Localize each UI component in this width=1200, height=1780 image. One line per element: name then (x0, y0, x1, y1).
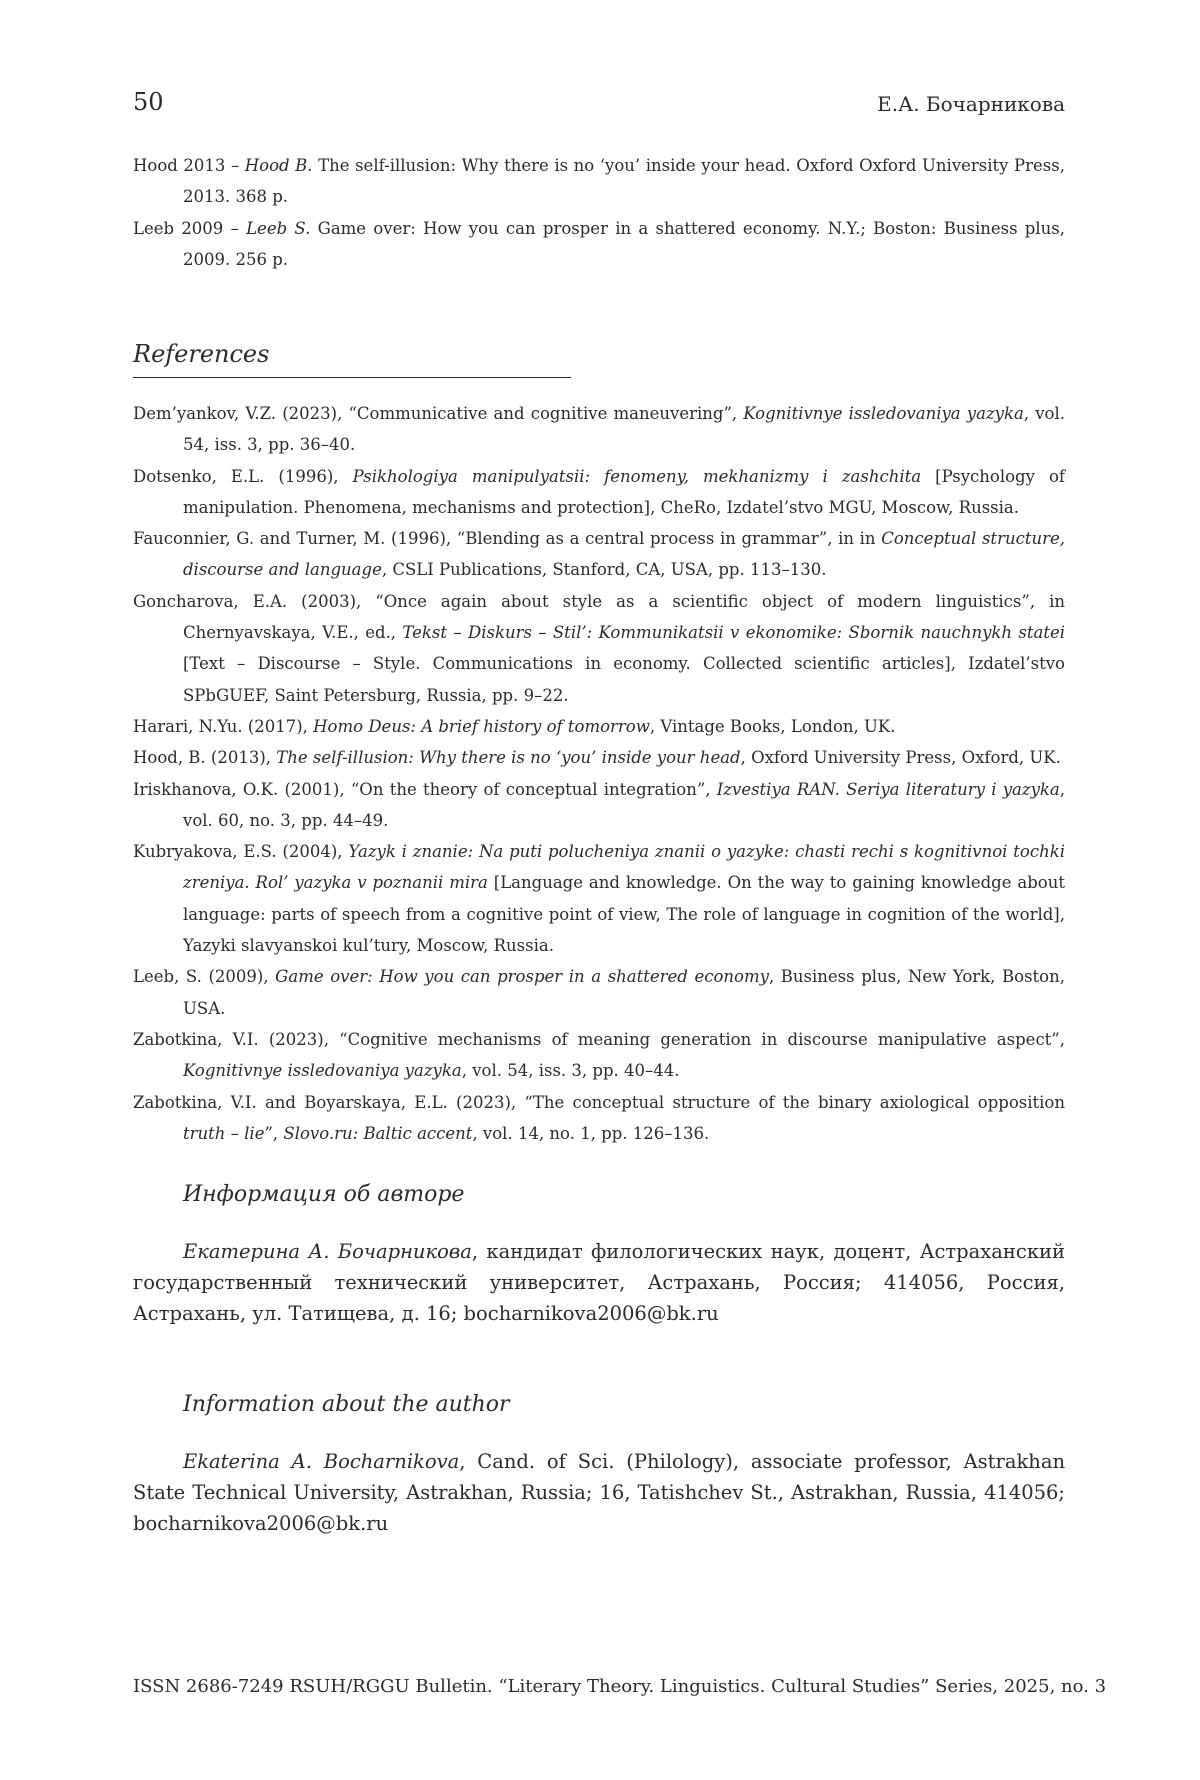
author-info-ru (133, 1236, 1065, 1329)
reference-entry: Hood, B. (2013), The self-illusion: Why there is no ‘you’ inside your head, Oxford University Press, Oxford, UK. (133, 748, 1061, 768)
reference-entry: Hood 2013 – Hood B. The self-illusion: Why there is no ‘you’ inside your head. Oxford Oxford University Press, 2013. 368 p. (133, 156, 1065, 207)
page-header (133, 88, 1065, 120)
reference-entry: Fauconnier, G. and Turner, M. (1996), “Blending as a central process in grammar”, in in Conceptual structure, discourse and language, CSLI Publications, Stanford, CA, USA, pp. 113–130. (133, 529, 1065, 580)
references-heading: References (133, 338, 571, 378)
reference-entry: Dem’yankov, V.Z. (2023), “Communicative and cognitive maneuvering”, Kognitivnye issledovaniya yazyka, vol. 54, iss. 3, pp. 36–40. (133, 404, 1065, 455)
author-details-ru: , кандидат филологических наук, доцент, Астраханский государственный технический университет, Астрахань, Россия; 414056, Россия, Астрахань, ул. Татищева, д. 16; bocharnikova2006@bk.ru (133, 1240, 1066, 1325)
reference-entry: Leeb, S. (2009), Game over: How you can prosper in a shattered economy, Business plus, New York, Boston, USA. (133, 967, 1065, 1018)
page-number: 50 (133, 88, 164, 116)
author-info-heading-en: Information about the author (183, 1392, 510, 1417)
reference-entry: Iriskhanova, O.K. (2001), “On the theory of conceptual integration”, Izvestiya RAN. Seriya literatury i yazyka, vol. 60, no. 3, pp. 44–49. (133, 779, 1065, 830)
references-list (133, 398, 1065, 1149)
reference-entry: Leeb 2009 – Leeb S. Game over: How you can prosper in a shattered economy. N.Y.; Boston: Business plus, 2009. 256 p. (133, 218, 1065, 269)
running-head-author: Е.А. Бочарникова (877, 92, 1065, 116)
author-info-en (133, 1446, 1065, 1539)
page-footer: ISSN 2686-7249 RSUH/RGGU Bulletin. “Literary Theory. Linguistics. Cultural Studies” Series, 2025, no. 3 (133, 1676, 1107, 1697)
author-info-heading-ru: Информация об авторе (183, 1182, 465, 1207)
page (133, 0, 1107, 1780)
author-name-en: Ekaterina A. Bocharnikova (183, 1450, 460, 1473)
source-list (133, 150, 1065, 275)
reference-entry: Zabotkina, V.I. and Boyarskaya, E.L. (2023), “The conceptual structure of the binary axiological opposition truth – lie”, Slovo.ru: Baltic accent, vol. 14, no. 1, pp. 126–136. (133, 1092, 1065, 1143)
reference-entry: Kubryakova, E.S. (2004), Yazyk i znanie: Na puti polucheniya znanii o yazyke: chasti rechi s kognitivnoi tochki zreniya. Rol’ yazyka v poznanii mira [Language and knowledge. On the way to gaining knowledge about language: parts of speech from a cognitive point of view, The role of language in cognition of the world], Yazyki slavyanskoi kul’tury, Moscow, Russia. (133, 842, 1065, 956)
reference-entry: Goncharova, E.A. (2003), “Once again about style as a scientific object of modern linguistics”, in Chernyavskaya, V.E., ed., Tekst – Diskurs – Stil’: Kommunikatsii v ekonomike: Sbornik nauchnykh statei [Text – Discourse – Style. Communications in economy. Collected scientific articles], Izdatel’stvo SPbGUEF, Saint Petersburg, Russia, pp. 9–22. (133, 591, 1065, 705)
reference-entry: Zabotkina, V.I. (2023), “Cognitive mechanisms of meaning generation in discourse manipulative aspect”, Kognitivnye issledovaniya yazyka, vol. 54, iss. 3, pp. 40–44. (133, 1029, 1065, 1081)
reference-entry: Harari, N.Yu. (2017), Homo Deus: A brief history of tomorrow, Vintage Books, London, UK. (133, 716, 896, 736)
author-name-ru: Екатерина А. Бочарникова (183, 1240, 472, 1263)
author-details-en: , Cand. of Sci. (Philology), associate professor, Astrakhan State Technical University, Astrakhan, Russia; 16, Tatishchev St., Astrakhan, Russia, 414056; bocharnikova2006@bk.ru (133, 1450, 1066, 1535)
reference-entry: Dotsenko, E.L. (1996), Psikhologiya manipulyatsii: fenomeny, mekhanizmy i zashchita [Psychology of manipulation. Phenomena, mechanisms and protection], CheRo, Izdatel’stvo MGU, Moscow, Russia. (133, 466, 1066, 517)
